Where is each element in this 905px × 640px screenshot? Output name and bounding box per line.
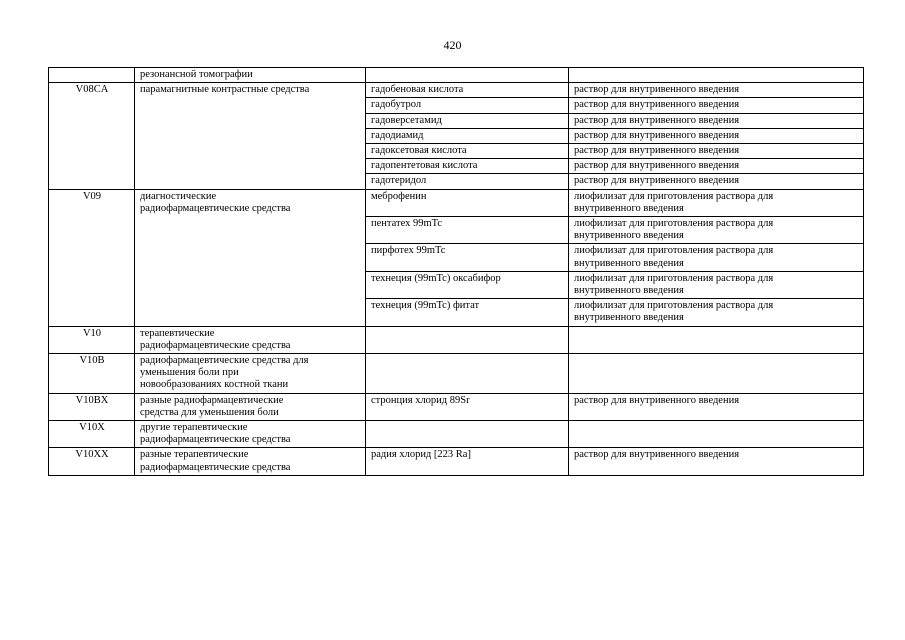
dosage-form-cell: раствор для внутривенного введения: [569, 144, 864, 159]
group-name-cell: радиофармацевтические средства для уменьшения боли при новообразованиях костной ткани: [135, 354, 366, 394]
drug-name-cell: радия хлорид [223 Ra]: [366, 448, 569, 475]
dosage-form-cell: лиофилизат для приготовления раствора для внутривенного введения: [569, 189, 864, 216]
dosage-form-cell: раствор для внутривенного введения: [569, 113, 864, 128]
dosage-form-cell: раствор для внутривенного введения: [569, 174, 864, 189]
dosage-form-cell: лиофилизат для приготовления раствора для внутривенного введения: [569, 244, 864, 271]
table-row: [49, 83, 864, 98]
page-number: 420: [443, 38, 462, 52]
dosage-form-cell: [569, 354, 864, 394]
drug-name-cell: [366, 326, 569, 353]
group-name-cell: диагностические радиофармацевтические средства: [135, 189, 366, 326]
drug-name-cell: пирфотех 99mTc: [366, 244, 569, 271]
group-name-cell: терапевтические радиофармацевтические средства: [135, 326, 366, 353]
drug-name-cell: гадотеридол: [366, 174, 569, 189]
drug-name-cell: гадопентетовая кислота: [366, 159, 569, 174]
table-row: [49, 68, 864, 83]
drug-name-cell: стронция хлорид 89Sr: [366, 393, 569, 420]
dosage-form-cell: раствор для внутривенного введения: [569, 83, 864, 98]
drug-name-cell: [366, 68, 569, 83]
atc-code-cell: V10XX: [49, 448, 135, 475]
atc-code-cell: V10BX: [49, 393, 135, 420]
group-name-cell: резонансной томографии: [135, 68, 366, 83]
table-row: [49, 448, 864, 475]
dosage-form-cell: лиофилизат для приготовления раствора для внутривенного введения: [569, 271, 864, 298]
drug-name-cell: технеция (99mTc) оксабифор: [366, 271, 569, 298]
table-row: [49, 189, 864, 216]
dosage-form-cell: [569, 68, 864, 83]
group-name-cell: разные радиофармацевтические средства для уменьшения боли: [135, 393, 366, 420]
atc-code-cell: V09: [49, 189, 135, 326]
drug-name-cell: пентатех 99mTc: [366, 217, 569, 244]
table-row: [49, 393, 864, 420]
atc-code-cell: [49, 68, 135, 83]
dosage-form-cell: раствор для внутривенного введения: [569, 448, 864, 475]
drug-name-cell: гадоверсетамид: [366, 113, 569, 128]
group-name-cell: парамагнитные контрастные средства: [135, 83, 366, 189]
table-row: [49, 326, 864, 353]
group-name-cell: разные терапевтические радиофармацевтические средства: [135, 448, 366, 475]
dosage-form-cell: раствор для внутривенного введения: [569, 393, 864, 420]
dosage-form-cell: лиофилизат для приготовления раствора для внутривенного введения: [569, 217, 864, 244]
drug-name-cell: гадоксетовая кислота: [366, 144, 569, 159]
drug-name-cell: меброфенин: [366, 189, 569, 216]
drug-name-cell: [366, 421, 569, 448]
group-name-cell: другие терапевтические радиофармацевтические средства: [135, 421, 366, 448]
atc-code-cell: V10: [49, 326, 135, 353]
drug-name-cell: гадобутрол: [366, 98, 569, 113]
dosage-form-cell: [569, 421, 864, 448]
dosage-form-cell: лиофилизат для приготовления раствора для внутривенного введения: [569, 299, 864, 326]
table-row: [49, 354, 864, 394]
drug-name-cell: гадобеновая кислота: [366, 83, 569, 98]
drug-name-cell: гадодиамид: [366, 128, 569, 143]
table-row: [49, 421, 864, 448]
atc-code-cell: V08CA: [49, 83, 135, 189]
dosage-form-cell: раствор для внутривенного введения: [569, 98, 864, 113]
drug-name-cell: [366, 354, 569, 394]
dosage-form-cell: раствор для внутривенного введения: [569, 128, 864, 143]
drug-name-cell: технеция (99mTc) фитат: [366, 299, 569, 326]
drug-table: [48, 67, 864, 476]
atc-code-cell: V10X: [49, 421, 135, 448]
dosage-form-cell: [569, 326, 864, 353]
dosage-form-cell: раствор для внутривенного введения: [569, 159, 864, 174]
atc-code-cell: V10B: [49, 354, 135, 394]
